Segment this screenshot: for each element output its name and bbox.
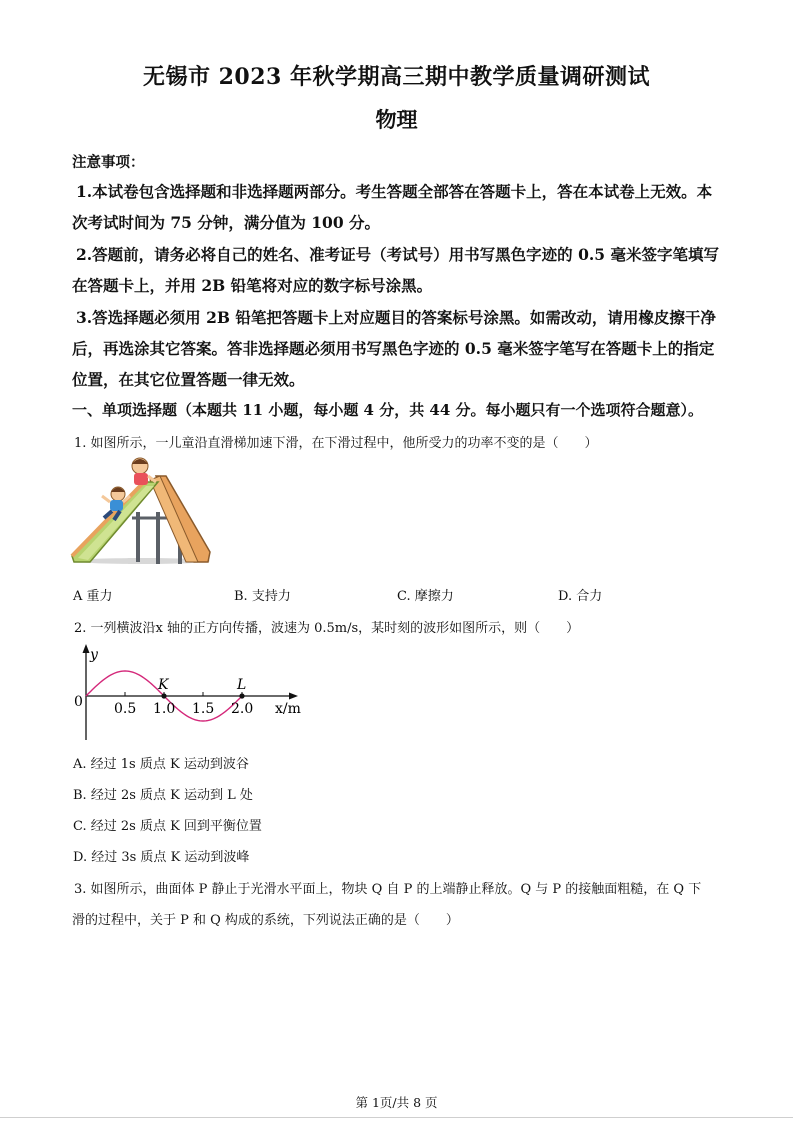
section1-heading: 一、单项选择题（本题共 11 小题，每小题 4 分，共 44 分。每小题只有一个选项符合题意）。 — [72, 401, 704, 419]
x-axis-label: x/m — [275, 701, 301, 717]
y-axis-label: y — [90, 647, 98, 663]
q3-stem-line1: 3. 如图所示，曲面体 P 静止于光滑水平面上，物块 Q 自 P 的上端静止释放。Q 与 P 的接触面粗糙，在 Q 下 — [74, 882, 702, 897]
wave-graph — [70, 642, 310, 742]
q1-stem: 1. 如图所示，一儿童沿直滑梯加速下滑，在下滑过程中，他所受力的功率不变的是（ ） — [74, 436, 598, 451]
q2-option-d: D. 经过 3s 质点 K 运动到波峰 — [73, 850, 250, 865]
notes-item1-line2: 次考试时间为 75 分钟，满分值为 100 分。 — [72, 213, 381, 232]
q2-option-b: B. 经过 2s 质点 K 运动到 L 处 — [73, 788, 253, 803]
q2-stem: 2. 一列横波沿x 轴的正方向传播，波速为 0.5m/s，某时刻的波形如图所示，则（ ） — [74, 621, 580, 636]
q1-option-b: B. 支持力 — [234, 589, 291, 604]
origin-label: 0 — [74, 694, 83, 710]
bottom-edge — [0, 1117, 793, 1118]
page-number: 第 1页/共 8 页 — [355, 1095, 438, 1110]
q3-stem-line2: 滑的过程中，关于 P 和 Q 构成的系统，下列说法正确的是（ ） — [72, 913, 459, 928]
q1-option-a: A 重力 — [73, 589, 113, 604]
slide-illustration — [70, 452, 212, 566]
point-k-label: K — [158, 677, 169, 693]
tick-label-1-0: 1.0 — [153, 701, 176, 717]
notes-item2-line2: 在答题卡上，并用 2B 铅笔将对应的数字标号涂黑。 — [72, 276, 433, 295]
tick-label-0-5: 0.5 — [114, 701, 137, 717]
notes-item3-line3: 位置，在其它位置答题一律无效。 — [72, 370, 305, 389]
q1-option-c: C. 摩擦力 — [397, 589, 454, 604]
q1-option-d: D. 合力 — [558, 589, 603, 604]
point-k — [161, 693, 166, 698]
notes-heading: 注意事项： — [72, 154, 145, 171]
tick-label-2-0: 2.0 — [231, 701, 254, 717]
exam-title: 无锡市 2023 年秋学期高三期中教学质量调研测试 — [142, 64, 651, 90]
point-l — [239, 693, 244, 698]
q2-option-c: C. 经过 2s 质点 K 回到平衡位置 — [73, 819, 262, 834]
point-l-label: L — [237, 677, 247, 693]
notes-item3-line2: 后，再选涂其它答案。答非选择题必须用书写黑色字迹的 0.5 毫米签字笔写在答题卡上的指定 — [72, 339, 715, 358]
notes-item3-line1: 3.答选择题必须用 2B 铅笔把答题卡上对应题目的答案标号涂黑。如需改动，请用橡皮擦干净 — [76, 308, 716, 327]
q2-option-a: A. 经过 1s 质点 K 运动到波谷 — [73, 757, 249, 772]
exam-subject: 物理 — [375, 107, 418, 132]
notes-item2-line1: 2.答题前，请务必将自己的姓名、准考证号（考试号）用书写黑色字迹的 0.5 毫米签字笔填写 — [76, 245, 719, 264]
tick-label-1-5: 1.5 — [192, 701, 215, 717]
notes-item1-line1: 1.本试卷包含选择题和非选择题两部分。考生答题全部答在答题卡上，答在本试卷上无效。本 — [76, 182, 713, 201]
